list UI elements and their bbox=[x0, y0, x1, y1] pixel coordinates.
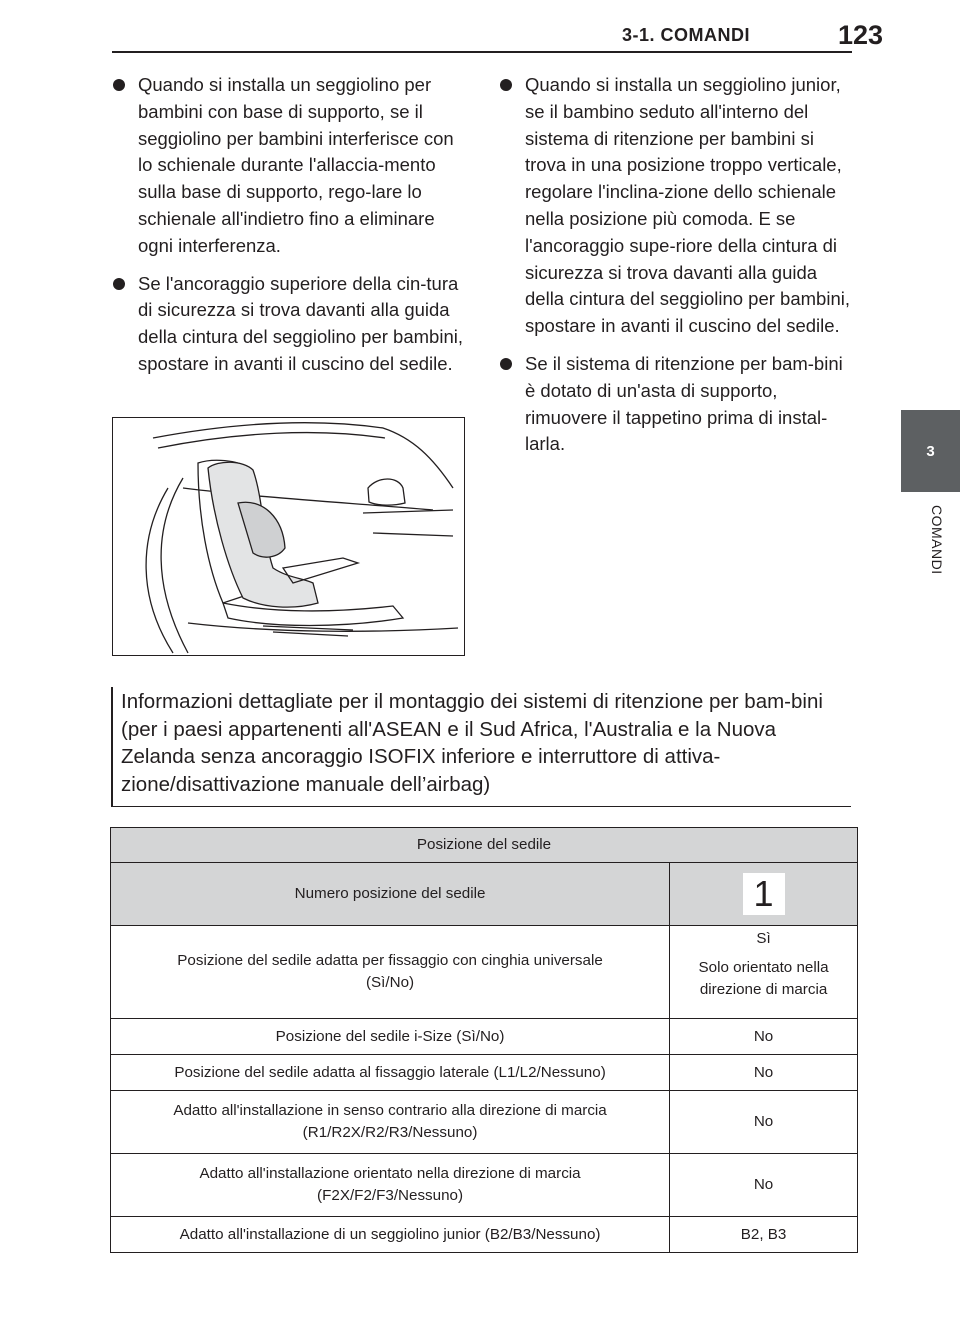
page-number: 123 bbox=[838, 20, 884, 50]
right-column bbox=[500, 72, 855, 469]
table-row bbox=[111, 926, 858, 1019]
chapter-tab-label: COMANDI bbox=[929, 505, 945, 575]
table-row bbox=[111, 1019, 858, 1055]
table-cell-value: B2, B3 bbox=[670, 1217, 858, 1253]
info-heading-rule bbox=[111, 806, 851, 807]
section-title: 3-1. COMANDI bbox=[622, 25, 751, 45]
bullet-text: Se il sistema di ritenzione per bam-bini è dotato di un'asta di supporto, rimuovere il tappetino prima di instal-larla. bbox=[525, 352, 843, 455]
table-row bbox=[111, 1055, 858, 1091]
table-cell-label: Adatto all'installazione di un seggiolino junior (B2/B3/Nessuno) bbox=[111, 1217, 670, 1253]
cell-text: (Sì/No) bbox=[365, 974, 415, 991]
bullet-item bbox=[500, 72, 855, 340]
chapter-tab-number: 3 bbox=[926, 442, 935, 460]
bullet-text: Quando si installa un seggiolino junior, se il bambino seduto all'interno del sistema di ritenzione per bambini si trova in una posizione troppo verticale, regolare l'inclina-zione dello schienale nella posizione più comoda. E se l'ancoraggio supe-riore della cintura di sicurezza si trova davanti alla guida della cintura del seggiolino per bambini, spostare in avanti il cuscino del sedile. bbox=[525, 74, 850, 337]
bullet-icon bbox=[500, 79, 512, 91]
table-cell-value bbox=[670, 926, 858, 1019]
table-row bbox=[111, 1154, 858, 1217]
child-seat-illustration bbox=[112, 417, 465, 656]
table-cell-value: No bbox=[670, 1091, 858, 1154]
chapter-tab[interactable] bbox=[901, 410, 960, 492]
seat-number: 1 bbox=[743, 873, 785, 915]
bullet-icon bbox=[500, 358, 512, 370]
seat-number-cell bbox=[670, 863, 858, 926]
bullet-text: Se l'ancoraggio superiore della cin-tura di sicurezza si trova davanti alla guida della cintura del seggiolino per bambini, spostare in avanti il cuscino del sedile. bbox=[138, 272, 463, 374]
table-cell-label: Posizione del sedile adatta al fissaggio laterale (L1/L2/Nessuno) bbox=[111, 1055, 670, 1091]
bullet-item bbox=[113, 72, 465, 260]
cell-text: Adatto all'installazione in senso contrario alla direzione di marcia bbox=[173, 1102, 607, 1119]
table-cell-value: No bbox=[670, 1055, 858, 1091]
cell-text: Sì bbox=[756, 930, 771, 947]
table-header: Posizione del sedile bbox=[111, 828, 858, 863]
table-cell-value: No bbox=[670, 1154, 858, 1217]
left-column bbox=[113, 72, 465, 389]
bullet-item bbox=[113, 271, 465, 378]
cell-text: (R1/R2X/R2/R3/Nessuno) bbox=[302, 1124, 478, 1141]
bullet-text: Quando si installa un seggiolino per bambini con base di supporto, se il seggiolino per bambini interferisce con lo schienale durante l'allaccia-mento sulla base di supporto, rego-lare lo schienale all'indietro fino a eliminare ogni interferenza. bbox=[138, 74, 454, 256]
bullet-icon bbox=[113, 278, 125, 290]
car-seat-drawing bbox=[113, 418, 463, 654]
cell-text: direzione di marcia bbox=[699, 981, 828, 998]
table-cell-label bbox=[111, 926, 670, 1019]
table-cell-label bbox=[111, 1154, 670, 1217]
cell-text: Adatto all'installazione orientato nella direzione di marcia bbox=[199, 1165, 581, 1182]
table-row bbox=[111, 1217, 858, 1253]
header-rule bbox=[112, 51, 852, 53]
table-cell-value: No bbox=[670, 1019, 858, 1055]
page-header bbox=[0, 0, 960, 46]
cell-text: Solo orientato nella bbox=[698, 959, 829, 976]
seat-number-label: Numero posizione del sedile bbox=[111, 863, 670, 926]
cell-text: (F2X/F2/F3/Nessuno) bbox=[317, 1187, 464, 1204]
bullet-item bbox=[500, 351, 855, 458]
table-header-row bbox=[111, 828, 858, 863]
table-cell-label bbox=[111, 1091, 670, 1154]
info-heading: Informazioni dettagliate per il montaggio dei sistemi di ritenzione per bam-bini (per i paesi appartenenti all'ASEAN e il Sud Africa, l'Australia e la Nuova Zelanda senza ancoraggio ISOFIX inferiore e interruttore di attiva-zione/disattivazione manuale dell’airbag) bbox=[111, 687, 851, 806]
seat-position-table bbox=[110, 827, 858, 1253]
table-row bbox=[111, 1091, 858, 1154]
bullet-icon bbox=[113, 79, 125, 91]
table-row bbox=[111, 863, 858, 926]
table-cell-label: Posizione del sedile i-Size (Sì/No) bbox=[111, 1019, 670, 1055]
cell-text: Posizione del sedile adatta per fissaggio con cinghia universale bbox=[177, 952, 603, 969]
